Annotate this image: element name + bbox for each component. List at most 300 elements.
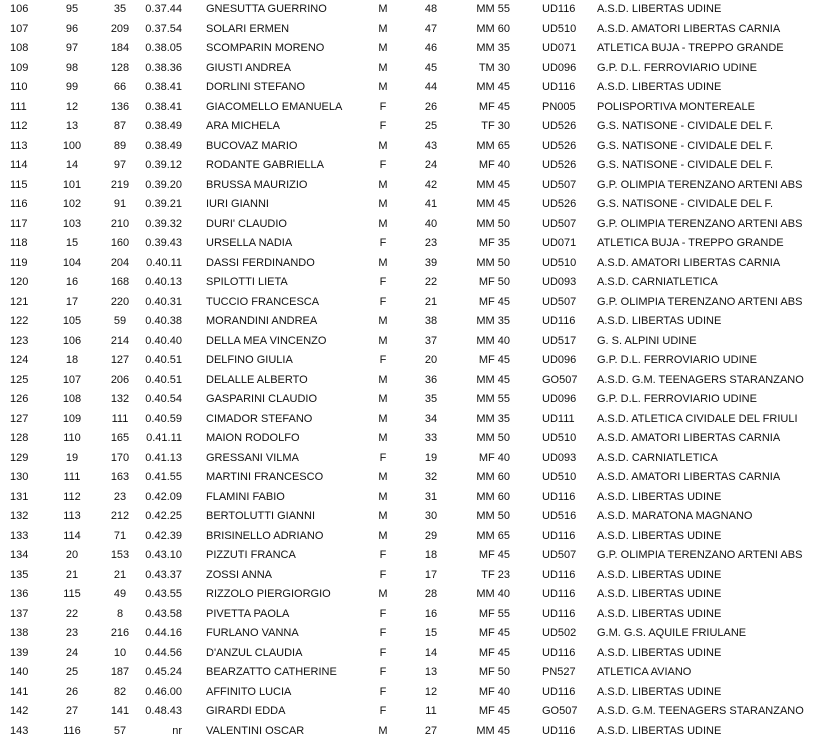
points: 46: [418, 39, 444, 59]
category: MF 45: [466, 624, 510, 644]
overall-position: 121: [10, 293, 40, 313]
points: 11: [418, 702, 444, 722]
gender: F: [372, 683, 394, 703]
category: MF 40: [466, 683, 510, 703]
points: 22: [418, 273, 444, 293]
points: 45: [418, 59, 444, 79]
gender-position: 25: [52, 663, 92, 683]
category: MF 45: [466, 293, 510, 313]
club-code: UD516: [542, 507, 590, 527]
athlete-name: MAION RODOLFO: [206, 429, 386, 449]
gender-position: 102: [52, 195, 92, 215]
club-code: UD507: [542, 293, 590, 313]
table-row: [0, 137, 820, 157]
points: 36: [418, 371, 444, 391]
club-name: G.P. OLIMPIA TERENZANO ARTENI ABS: [597, 176, 819, 196]
club-name: A.S.D. LIBERTAS UDINE: [597, 78, 819, 98]
club-code: UD116: [542, 312, 590, 332]
gender: M: [372, 0, 394, 20]
table-row: [0, 605, 820, 625]
table-row: [0, 702, 820, 722]
gender-position: 15: [52, 234, 92, 254]
overall-position: 112: [10, 117, 40, 137]
bib-number: 111: [95, 410, 145, 430]
athlete-name: DELALLE ALBERTO: [206, 371, 386, 391]
points: 42: [418, 176, 444, 196]
club-code: UD093: [542, 449, 590, 469]
finish-time: 0.38.41: [118, 98, 182, 118]
table-row: [0, 351, 820, 371]
table-row: [0, 156, 820, 176]
finish-time: 0.38.49: [118, 117, 182, 137]
finish-time: 0.41.11: [118, 429, 182, 449]
points: 28: [418, 585, 444, 605]
finish-time: 0.43.37: [118, 566, 182, 586]
bib-number: 165: [95, 429, 145, 449]
overall-position: 133: [10, 527, 40, 547]
table-row: [0, 215, 820, 235]
category: MM 50: [466, 507, 510, 527]
overall-position: 116: [10, 195, 40, 215]
gender: F: [372, 566, 394, 586]
gender: M: [372, 78, 394, 98]
gender: M: [372, 195, 394, 215]
club-code: UD507: [542, 546, 590, 566]
overall-position: 117: [10, 215, 40, 235]
athlete-name: GASPARINI CLAUDIO: [206, 390, 386, 410]
club-name: ATLETICA BUJA - TREPPO GRANDE: [597, 39, 819, 59]
table-row: [0, 624, 820, 644]
club-name: ATLETICA BUJA - TREPPO GRANDE: [597, 234, 819, 254]
athlete-name: PIVETTA PAOLA: [206, 605, 386, 625]
bib-number: 97: [95, 156, 145, 176]
overall-position: 137: [10, 605, 40, 625]
club-code: UD510: [542, 20, 590, 40]
gender: F: [372, 702, 394, 722]
club-code: PN005: [542, 98, 590, 118]
club-name: A.S.D. AMATORI LIBERTAS CARNIA: [597, 429, 819, 449]
bib-number: 153: [95, 546, 145, 566]
category: MF 45: [466, 546, 510, 566]
overall-position: 119: [10, 254, 40, 274]
bib-number: 71: [95, 527, 145, 547]
gender: F: [372, 449, 394, 469]
points: 15: [418, 624, 444, 644]
club-name: A.S.D. LIBERTAS UDINE: [597, 644, 819, 664]
athlete-name: GIACOMELLO EMANUELA: [206, 98, 386, 118]
gender-position: 104: [52, 254, 92, 274]
finish-time: 0.39.20: [118, 176, 182, 196]
overall-position: 141: [10, 683, 40, 703]
table-row: [0, 488, 820, 508]
points: 47: [418, 20, 444, 40]
table-row: [0, 585, 820, 605]
table-row: [0, 527, 820, 547]
bib-number: 210: [95, 215, 145, 235]
table-row: [0, 312, 820, 332]
club-name: A.S.D. LIBERTAS UDINE: [597, 683, 819, 703]
athlete-name: GIUSTI ANDREA: [206, 59, 386, 79]
club-name: G.P. D.L. FERROVIARIO UDINE: [597, 390, 819, 410]
table-row: [0, 20, 820, 40]
finish-time: 0.40.40: [118, 332, 182, 352]
athlete-name: AFFINITO LUCIA: [206, 683, 386, 703]
points: 14: [418, 644, 444, 664]
gender-position: 112: [52, 488, 92, 508]
club-code: PN527: [542, 663, 590, 683]
category: MM 45: [466, 78, 510, 98]
finish-time: 0.43.55: [118, 585, 182, 605]
gender-position: 21: [52, 566, 92, 586]
overall-position: 118: [10, 234, 40, 254]
overall-position: 110: [10, 78, 40, 98]
athlete-name: URSELLA NADIA: [206, 234, 386, 254]
finish-time: 0.40.13: [118, 273, 182, 293]
overall-position: 139: [10, 644, 40, 664]
finish-time: 0.40.11: [118, 254, 182, 274]
points: 17: [418, 566, 444, 586]
gender: M: [372, 429, 394, 449]
table-row: [0, 566, 820, 586]
points: 33: [418, 429, 444, 449]
gender-position: 100: [52, 137, 92, 157]
gender: M: [372, 312, 394, 332]
finish-time: 0.43.58: [118, 605, 182, 625]
finish-time: nr: [118, 722, 182, 741]
table-row: [0, 449, 820, 469]
table-row: [0, 468, 820, 488]
finish-time: 0.40.38: [118, 312, 182, 332]
gender: F: [372, 624, 394, 644]
category: MM 60: [466, 20, 510, 40]
overall-position: 131: [10, 488, 40, 508]
points: 20: [418, 351, 444, 371]
points: 35: [418, 390, 444, 410]
gender: F: [372, 351, 394, 371]
category: MM 45: [466, 195, 510, 215]
gender: M: [372, 507, 394, 527]
bib-number: 21: [95, 566, 145, 586]
club-code: UD096: [542, 59, 590, 79]
club-name: A.S.D. LIBERTAS UDINE: [597, 722, 819, 741]
category: MM 50: [466, 429, 510, 449]
club-name: A.S.D. LIBERTAS UDINE: [597, 566, 819, 586]
club-name: G.S. NATISONE - CIVIDALE DEL F.: [597, 156, 819, 176]
table-row: [0, 644, 820, 664]
athlete-name: GNESUTTA GUERRINO: [206, 0, 386, 20]
overall-position: 107: [10, 20, 40, 40]
table-row: [0, 683, 820, 703]
bib-number: 219: [95, 176, 145, 196]
club-name: A.S.D. AMATORI LIBERTAS CARNIA: [597, 468, 819, 488]
category: MM 65: [466, 137, 510, 157]
gender: M: [372, 215, 394, 235]
overall-position: 132: [10, 507, 40, 527]
finish-time: 0.39.21: [118, 195, 182, 215]
gender-position: 114: [52, 527, 92, 547]
overall-position: 143: [10, 722, 40, 741]
category: MM 50: [466, 254, 510, 274]
gender-position: 97: [52, 39, 92, 59]
athlete-name: IURI GIANNI: [206, 195, 386, 215]
points: 48: [418, 0, 444, 20]
gender-position: 17: [52, 293, 92, 313]
gender-position: 22: [52, 605, 92, 625]
gender: M: [372, 371, 394, 391]
points: 39: [418, 254, 444, 274]
gender: M: [372, 585, 394, 605]
athlete-name: D'ANZUL CLAUDIA: [206, 644, 386, 664]
gender-position: 18: [52, 351, 92, 371]
gender-position: 14: [52, 156, 92, 176]
gender: F: [372, 234, 394, 254]
table-row: [0, 176, 820, 196]
table-row: [0, 390, 820, 410]
table-row: [0, 195, 820, 215]
gender-position: 101: [52, 176, 92, 196]
club-code: UD116: [542, 0, 590, 20]
category: MF 45: [466, 644, 510, 664]
category: MM 45: [466, 176, 510, 196]
gender-position: 20: [52, 546, 92, 566]
finish-time: 0.39.12: [118, 156, 182, 176]
points: 19: [418, 449, 444, 469]
finish-time: 0.38.36: [118, 59, 182, 79]
gender-position: 13: [52, 117, 92, 137]
points: 40: [418, 215, 444, 235]
overall-position: 111: [10, 98, 40, 118]
finish-time: 0.40.51: [118, 371, 182, 391]
club-name: G.P. D.L. FERROVIARIO UDINE: [597, 351, 819, 371]
bib-number: 132: [95, 390, 145, 410]
club-code: UD116: [542, 605, 590, 625]
category: MM 35: [466, 39, 510, 59]
category: MM 45: [466, 722, 510, 741]
gender: M: [372, 468, 394, 488]
category: MF 45: [466, 702, 510, 722]
finish-time: 0.40.31: [118, 293, 182, 313]
bib-number: 216: [95, 624, 145, 644]
bib-number: 87: [95, 117, 145, 137]
table-row: [0, 254, 820, 274]
points: 23: [418, 234, 444, 254]
gender-position: 12: [52, 98, 92, 118]
athlete-name: VALENTINI OSCAR: [206, 722, 386, 741]
gender: M: [372, 488, 394, 508]
bib-number: 220: [95, 293, 145, 313]
points: 31: [418, 488, 444, 508]
gender-position: 105: [52, 312, 92, 332]
table-row: [0, 663, 820, 683]
gender: M: [372, 176, 394, 196]
points: 41: [418, 195, 444, 215]
club-code: UD116: [542, 566, 590, 586]
club-code: UD071: [542, 234, 590, 254]
gender: F: [372, 117, 394, 137]
points: 30: [418, 507, 444, 527]
finish-time: 0.38.49: [118, 137, 182, 157]
overall-position: 124: [10, 351, 40, 371]
athlete-name: CIMADOR STEFANO: [206, 410, 386, 430]
bib-number: 170: [95, 449, 145, 469]
finish-time: 0.45.24: [118, 663, 182, 683]
club-name: G. S. ALPINI UDINE: [597, 332, 819, 352]
club-name: A.S.D. CARNIATLETICA: [597, 449, 819, 469]
club-code: UD507: [542, 176, 590, 196]
club-code: UD111: [542, 410, 590, 430]
bib-number: 212: [95, 507, 145, 527]
club-code: UD116: [542, 78, 590, 98]
category: MM 65: [466, 527, 510, 547]
athlete-name: SCOMPARIN MORENO: [206, 39, 386, 59]
athlete-name: RIZZOLO PIERGIORGIO: [206, 585, 386, 605]
bib-number: 163: [95, 468, 145, 488]
table-row: [0, 117, 820, 137]
overall-position: 108: [10, 39, 40, 59]
club-code: UD502: [542, 624, 590, 644]
club-code: UD116: [542, 585, 590, 605]
club-name: A.S.D. LIBERTAS UDINE: [597, 585, 819, 605]
finish-time: 0.43.10: [118, 546, 182, 566]
table-row: [0, 332, 820, 352]
club-name: A.S.D. AMATORI LIBERTAS CARNIA: [597, 20, 819, 40]
category: MM 40: [466, 585, 510, 605]
club-name: A.S.D. LIBERTAS UDINE: [597, 605, 819, 625]
points: 37: [418, 332, 444, 352]
gender: F: [372, 605, 394, 625]
overall-position: 130: [10, 468, 40, 488]
club-name: A.S.D. AMATORI LIBERTAS CARNIA: [597, 254, 819, 274]
table-row: [0, 507, 820, 527]
club-name: A.S.D. LIBERTAS UDINE: [597, 312, 819, 332]
bib-number: 214: [95, 332, 145, 352]
club-name: A.S.D. CARNIATLETICA: [597, 273, 819, 293]
overall-position: 127: [10, 410, 40, 430]
table-row: [0, 273, 820, 293]
club-name: G.P. OLIMPIA TERENZANO ARTENI ABS: [597, 546, 819, 566]
bib-number: 204: [95, 254, 145, 274]
athlete-name: BEARZATTO CATHERINE: [206, 663, 386, 683]
category: MM 60: [466, 468, 510, 488]
athlete-name: GIRARDI EDDA: [206, 702, 386, 722]
club-code: UD116: [542, 683, 590, 703]
gender-position: 108: [52, 390, 92, 410]
finish-time: 0.38.05: [118, 39, 182, 59]
gender-position: 106: [52, 332, 92, 352]
overall-position: 142: [10, 702, 40, 722]
club-name: A.S.D. ATLETICA CIVIDALE DEL FRIULI: [597, 410, 819, 430]
gender-position: 95: [52, 0, 92, 20]
gender: M: [372, 390, 394, 410]
athlete-name: FURLANO VANNA: [206, 624, 386, 644]
finish-time: 0.46.00: [118, 683, 182, 703]
gender-position: 113: [52, 507, 92, 527]
athlete-name: ARA MICHELA: [206, 117, 386, 137]
gender-position: 16: [52, 273, 92, 293]
overall-position: 136: [10, 585, 40, 605]
gender: M: [372, 39, 394, 59]
table-row: [0, 59, 820, 79]
club-code: UD116: [542, 644, 590, 664]
category: MM 55: [466, 390, 510, 410]
gender: F: [372, 156, 394, 176]
club-code: UD526: [542, 117, 590, 137]
club-name: G.S. NATISONE - CIVIDALE DEL F.: [597, 137, 819, 157]
bib-number: 141: [95, 702, 145, 722]
bib-number: 82: [95, 683, 145, 703]
gender: M: [372, 20, 394, 40]
bib-number: 187: [95, 663, 145, 683]
club-code: UD510: [542, 468, 590, 488]
table-row: [0, 410, 820, 430]
points: 44: [418, 78, 444, 98]
bib-number: 49: [95, 585, 145, 605]
bib-number: 209: [95, 20, 145, 40]
club-code: UD116: [542, 488, 590, 508]
athlete-name: BERTOLUTTI GIANNI: [206, 507, 386, 527]
overall-position: 106: [10, 0, 40, 20]
finish-time: 0.37.44: [118, 0, 182, 20]
bib-number: 89: [95, 137, 145, 157]
club-name: ATLETICA AVIANO: [597, 663, 819, 683]
gender-position: 23: [52, 624, 92, 644]
club-name: G.S. NATISONE - CIVIDALE DEL F.: [597, 195, 819, 215]
table-row: [0, 722, 820, 741]
points: 43: [418, 137, 444, 157]
gender: M: [372, 722, 394, 741]
category: MF 45: [466, 98, 510, 118]
finish-time: 0.42.39: [118, 527, 182, 547]
table-row: [0, 0, 820, 20]
club-name: A.S.D. G.M. TEENAGERS STARANZANO: [597, 702, 819, 722]
athlete-name: ZOSSI ANNA: [206, 566, 386, 586]
bib-number: 23: [95, 488, 145, 508]
bib-number: 57: [95, 722, 145, 741]
category: MF 40: [466, 156, 510, 176]
gender-position: 27: [52, 702, 92, 722]
finish-time: 0.39.43: [118, 234, 182, 254]
club-code: GO507: [542, 371, 590, 391]
athlete-name: BRISINELLO ADRIANO: [206, 527, 386, 547]
gender: F: [372, 663, 394, 683]
gender-position: 103: [52, 215, 92, 235]
points: 24: [418, 156, 444, 176]
gender: F: [372, 98, 394, 118]
category: TF 30: [466, 117, 510, 137]
club-code: UD096: [542, 351, 590, 371]
table-row: [0, 546, 820, 566]
gender-position: 116: [52, 722, 92, 741]
points: 12: [418, 683, 444, 703]
table-row: [0, 293, 820, 313]
gender-position: 24: [52, 644, 92, 664]
club-code: UD096: [542, 390, 590, 410]
bib-number: 8: [95, 605, 145, 625]
athlete-name: DELFINO GIULIA: [206, 351, 386, 371]
bib-number: 136: [95, 98, 145, 118]
overall-position: 129: [10, 449, 40, 469]
gender-position: 26: [52, 683, 92, 703]
finish-time: 0.44.16: [118, 624, 182, 644]
club-code: UD116: [542, 527, 590, 547]
club-code: UD093: [542, 273, 590, 293]
overall-position: 138: [10, 624, 40, 644]
gender-position: 98: [52, 59, 92, 79]
club-code: UD071: [542, 39, 590, 59]
points: 18: [418, 546, 444, 566]
athlete-name: DELLA MEA VINCENZO: [206, 332, 386, 352]
category: MF 50: [466, 663, 510, 683]
